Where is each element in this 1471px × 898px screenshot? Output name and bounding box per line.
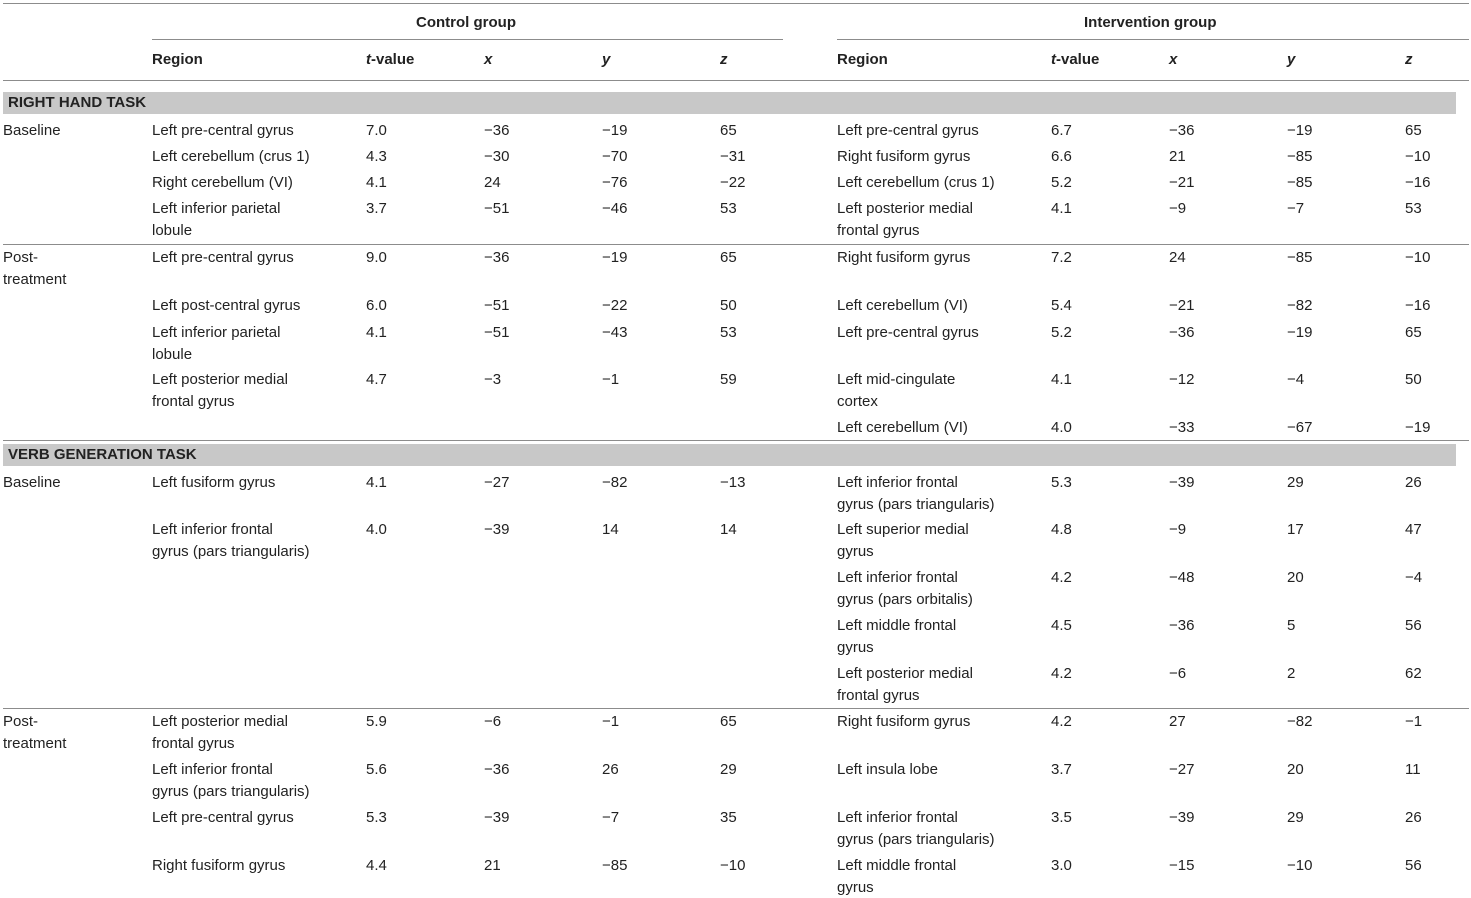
intervention-z: 65 bbox=[1405, 324, 1422, 341]
intervention-group-header: Intervention group bbox=[1084, 14, 1217, 31]
phase-label: treatment bbox=[3, 270, 67, 288]
control-z: 65 bbox=[720, 713, 737, 730]
phase-label: Baseline bbox=[3, 474, 61, 491]
section-band-verb-generation-task-title: VERB GENERATION TASK bbox=[8, 446, 197, 463]
intervention-region: Left insula lobe bbox=[837, 761, 938, 778]
control-z: 65 bbox=[720, 122, 737, 139]
intervention-x: −9 bbox=[1169, 200, 1187, 217]
control-t-value: 4.1 bbox=[366, 324, 387, 341]
intervention-x: 24 bbox=[1169, 249, 1186, 266]
intervention-region: gyrus bbox=[837, 878, 874, 896]
control-region: Left fusiform gyrus bbox=[152, 474, 276, 491]
intervention-t-value: 5.3 bbox=[1051, 474, 1072, 491]
intervention-x: −21 bbox=[1169, 297, 1195, 314]
intervention-z: 56 bbox=[1405, 617, 1422, 634]
intervention-y: −4 bbox=[1287, 371, 1305, 388]
intervention-z: −1 bbox=[1405, 713, 1423, 730]
control-x: −3 bbox=[484, 371, 502, 388]
intervention-region: Right fusiform gyrus bbox=[837, 249, 971, 266]
intervention-x: −6 bbox=[1169, 665, 1187, 682]
control-group-rule bbox=[152, 39, 783, 40]
control-t-value: 4.0 bbox=[366, 521, 387, 538]
control-z: −31 bbox=[720, 148, 746, 165]
intervention-region: Left posterior medial bbox=[837, 665, 973, 682]
intervention-x: −27 bbox=[1169, 761, 1195, 778]
control-x: −36 bbox=[484, 249, 510, 266]
phase-rule bbox=[3, 708, 1469, 709]
control-x: 24 bbox=[484, 174, 501, 191]
intervention-t-value: 5.2 bbox=[1051, 174, 1072, 191]
intervention-y: −82 bbox=[1287, 713, 1313, 730]
intervention-z: −19 bbox=[1405, 419, 1431, 436]
intervention-y: −10 bbox=[1287, 857, 1313, 874]
section-rule bbox=[3, 440, 1469, 441]
control-y: 14 bbox=[602, 521, 619, 538]
control-y: 26 bbox=[602, 761, 619, 778]
control-region: lobule bbox=[152, 345, 193, 363]
control-t-value-header bbox=[366, 49, 414, 71]
intervention-region: Left cerebellum (VI) bbox=[837, 419, 968, 436]
control-region: frontal gyrus bbox=[152, 392, 235, 410]
section-band-right-hand-task-title: RIGHT HAND TASK bbox=[8, 94, 147, 111]
control-z: −10 bbox=[720, 857, 746, 874]
intervention-t-value: 4.2 bbox=[1051, 665, 1072, 682]
control-region: gyrus (pars triangularis) bbox=[152, 542, 310, 560]
intervention-region: gyrus (pars triangularis) bbox=[837, 830, 995, 848]
intervention-x: 21 bbox=[1169, 148, 1186, 165]
intervention-t-value: 3.7 bbox=[1051, 761, 1072, 778]
control-region: Left posterior medial bbox=[152, 713, 288, 730]
intervention-t-value: 7.2 bbox=[1051, 249, 1072, 266]
control-z: 35 bbox=[720, 809, 737, 826]
intervention-t-value: 4.5 bbox=[1051, 617, 1072, 634]
control-t-value: 3.7 bbox=[366, 200, 387, 217]
intervention-region: Left pre-central gyrus bbox=[837, 324, 979, 341]
section-band-right-hand-task bbox=[3, 92, 1456, 114]
intervention-x: −36 bbox=[1169, 122, 1195, 139]
control-y: −70 bbox=[602, 148, 628, 165]
control-x: −51 bbox=[484, 324, 510, 341]
intervention-z-header: z bbox=[1405, 51, 1413, 68]
control-z: 50 bbox=[720, 297, 737, 314]
intervention-y: 5 bbox=[1287, 617, 1296, 634]
intervention-z: −10 bbox=[1405, 148, 1431, 165]
control-region: Left pre-central gyrus bbox=[152, 809, 294, 826]
intervention-x: −36 bbox=[1169, 324, 1195, 341]
intervention-t-letter: t bbox=[1051, 51, 1056, 68]
control-y: −19 bbox=[602, 249, 628, 266]
header-rule bbox=[3, 80, 1469, 81]
control-x: −39 bbox=[484, 521, 510, 538]
intervention-t-value: 4.0 bbox=[1051, 419, 1072, 436]
intervention-z: 50 bbox=[1405, 371, 1422, 388]
intervention-region: Left mid-cingulate bbox=[837, 371, 956, 388]
intervention-y: −7 bbox=[1287, 200, 1305, 217]
control-t-value: 5.9 bbox=[366, 713, 387, 730]
control-t-value: 5.3 bbox=[366, 809, 387, 826]
control-z: 29 bbox=[720, 761, 737, 778]
intervention-t-value: 4.2 bbox=[1051, 713, 1072, 730]
intervention-x: −39 bbox=[1169, 809, 1195, 826]
control-region: Left pre-central gyrus bbox=[152, 122, 294, 139]
intervention-region: gyrus (pars triangularis) bbox=[837, 495, 995, 513]
control-region: Left inferior parietal bbox=[152, 324, 281, 341]
intervention-t-value: 3.0 bbox=[1051, 857, 1072, 874]
intervention-t-value: 3.5 bbox=[1051, 809, 1072, 826]
control-t-value: 4.4 bbox=[366, 857, 387, 874]
control-region: Right fusiform gyrus bbox=[152, 857, 286, 874]
intervention-region: Left superior medial bbox=[837, 521, 969, 538]
control-y-header: y bbox=[602, 51, 611, 68]
intervention-z: 65 bbox=[1405, 122, 1422, 139]
control-x-header: x bbox=[484, 51, 493, 68]
intervention-t-value: 5.4 bbox=[1051, 297, 1072, 314]
intervention-region: cortex bbox=[837, 392, 878, 410]
intervention-y: 29 bbox=[1287, 474, 1304, 491]
control-y: −7 bbox=[602, 809, 620, 826]
control-region: Right cerebellum (VI) bbox=[152, 174, 293, 191]
control-y: −22 bbox=[602, 297, 628, 314]
control-z: −22 bbox=[720, 174, 746, 191]
control-t-value: 6.0 bbox=[366, 297, 387, 314]
intervention-z: −16 bbox=[1405, 174, 1431, 191]
control-t-value: 9.0 bbox=[366, 249, 387, 266]
control-y: −19 bbox=[602, 122, 628, 139]
intervention-x: −15 bbox=[1169, 857, 1195, 874]
intervention-region: frontal gyrus bbox=[837, 686, 920, 704]
control-x: −39 bbox=[484, 809, 510, 826]
intervention-y: −19 bbox=[1287, 324, 1313, 341]
control-y: −1 bbox=[602, 371, 620, 388]
control-y: −43 bbox=[602, 324, 628, 341]
intervention-region: Left middle frontal bbox=[837, 857, 957, 874]
phase-label: Post- bbox=[3, 713, 39, 730]
control-region: Left post-central gyrus bbox=[152, 297, 301, 314]
control-region: Left inferior frontal bbox=[152, 761, 273, 778]
intervention-z: −10 bbox=[1405, 249, 1431, 266]
control-t-value: 4.3 bbox=[366, 148, 387, 165]
intervention-region: Left cerebellum (crus 1) bbox=[837, 174, 995, 191]
intervention-y: 20 bbox=[1287, 761, 1304, 778]
intervention-y: 20 bbox=[1287, 569, 1304, 586]
intervention-region: Left pre-central gyrus bbox=[837, 122, 979, 139]
phase-label: treatment bbox=[3, 734, 67, 752]
intervention-t-suffix: -value bbox=[1056, 51, 1100, 68]
intervention-region: Right fusiform gyrus bbox=[837, 713, 971, 730]
intervention-region: Left cerebellum (VI) bbox=[837, 297, 968, 314]
control-z-header: z bbox=[720, 51, 728, 68]
intervention-y: −85 bbox=[1287, 174, 1313, 191]
intervention-x: −48 bbox=[1169, 569, 1195, 586]
control-z: 53 bbox=[720, 200, 737, 217]
intervention-z: 62 bbox=[1405, 665, 1422, 682]
control-z: 14 bbox=[720, 521, 737, 538]
control-x: −36 bbox=[484, 122, 510, 139]
intervention-x: −33 bbox=[1169, 419, 1195, 436]
intervention-t-value-header bbox=[1051, 49, 1099, 71]
intervention-y: 29 bbox=[1287, 809, 1304, 826]
intervention-t-value: 6.7 bbox=[1051, 122, 1072, 139]
control-x: −6 bbox=[484, 713, 502, 730]
intervention-region: Left inferior frontal bbox=[837, 474, 958, 491]
phase-rule bbox=[3, 244, 1469, 245]
control-region: Left cerebellum (crus 1) bbox=[152, 148, 310, 165]
control-y: −85 bbox=[602, 857, 628, 874]
control-z: 59 bbox=[720, 371, 737, 388]
intervention-y: −67 bbox=[1287, 419, 1313, 436]
intervention-y: −19 bbox=[1287, 122, 1313, 139]
control-region: gyrus (pars triangularis) bbox=[152, 782, 310, 800]
intervention-z: 47 bbox=[1405, 521, 1422, 538]
control-region-header: Region bbox=[152, 51, 203, 68]
intervention-x: −21 bbox=[1169, 174, 1195, 191]
control-x: −51 bbox=[484, 297, 510, 314]
intervention-z: −4 bbox=[1405, 569, 1423, 586]
control-z: 65 bbox=[720, 249, 737, 266]
intervention-t-value: 5.2 bbox=[1051, 324, 1072, 341]
intervention-x: −36 bbox=[1169, 617, 1195, 634]
intervention-region-header: Region bbox=[837, 51, 888, 68]
intervention-t-value: 4.1 bbox=[1051, 200, 1072, 217]
control-group-header: Control group bbox=[416, 14, 516, 31]
control-t-value: 4.1 bbox=[366, 474, 387, 491]
intervention-x: 27 bbox=[1169, 713, 1186, 730]
control-x: −51 bbox=[484, 200, 510, 217]
intervention-z: 26 bbox=[1405, 474, 1422, 491]
intervention-region: gyrus bbox=[837, 638, 874, 656]
phase-label: Baseline bbox=[3, 122, 61, 139]
intervention-x-header: x bbox=[1169, 51, 1178, 68]
intervention-z: 26 bbox=[1405, 809, 1422, 826]
top-rule bbox=[3, 3, 1469, 4]
control-t-value: 4.7 bbox=[366, 371, 387, 388]
intervention-region: gyrus (pars orbitalis) bbox=[837, 590, 973, 608]
control-z: −13 bbox=[720, 474, 746, 491]
control-y: −76 bbox=[602, 174, 628, 191]
intervention-x: −39 bbox=[1169, 474, 1195, 491]
intervention-region: Left posterior medial bbox=[837, 200, 973, 217]
intervention-y: 2 bbox=[1287, 665, 1296, 682]
control-region: Left pre-central gyrus bbox=[152, 249, 294, 266]
control-x: 21 bbox=[484, 857, 501, 874]
control-x: −30 bbox=[484, 148, 510, 165]
control-y: −1 bbox=[602, 713, 620, 730]
phase-label: Post- bbox=[3, 249, 39, 266]
intervention-t-value: 4.2 bbox=[1051, 569, 1072, 586]
intervention-x: −9 bbox=[1169, 521, 1187, 538]
intervention-y-header: y bbox=[1287, 51, 1296, 68]
intervention-region: Left inferior frontal bbox=[837, 569, 958, 586]
intervention-region: Left middle frontal bbox=[837, 617, 957, 634]
control-z: 53 bbox=[720, 324, 737, 341]
control-region: frontal gyrus bbox=[152, 734, 235, 752]
control-t-suffix: -value bbox=[371, 51, 415, 68]
intervention-y: −85 bbox=[1287, 148, 1313, 165]
control-region: Left inferior parietal bbox=[152, 200, 281, 217]
control-t-value: 7.0 bbox=[366, 122, 387, 139]
control-t-value: 4.1 bbox=[366, 174, 387, 191]
intervention-z: 56 bbox=[1405, 857, 1422, 874]
intervention-z: 53 bbox=[1405, 200, 1422, 217]
control-t-value: 5.6 bbox=[366, 761, 387, 778]
intervention-region: Right fusiform gyrus bbox=[837, 148, 971, 165]
intervention-z: 11 bbox=[1405, 761, 1421, 778]
section-band-verb-generation-task bbox=[3, 444, 1456, 466]
control-x: −36 bbox=[484, 761, 510, 778]
intervention-t-value: 4.1 bbox=[1051, 371, 1072, 388]
control-region: lobule bbox=[152, 221, 193, 239]
intervention-z: −16 bbox=[1405, 297, 1431, 314]
intervention-t-value: 4.8 bbox=[1051, 521, 1072, 538]
control-x: −27 bbox=[484, 474, 510, 491]
control-region: Left posterior medial bbox=[152, 371, 288, 388]
intervention-x: −12 bbox=[1169, 371, 1195, 388]
intervention-y: 17 bbox=[1287, 521, 1304, 538]
intervention-region: frontal gyrus bbox=[837, 221, 920, 239]
intervention-group-rule bbox=[837, 39, 1469, 40]
control-y: −46 bbox=[602, 200, 628, 217]
intervention-region: Left inferior frontal bbox=[837, 809, 958, 826]
control-y: −82 bbox=[602, 474, 628, 491]
intervention-y: −82 bbox=[1287, 297, 1313, 314]
intervention-t-value: 6.6 bbox=[1051, 148, 1072, 165]
control-region: Left inferior frontal bbox=[152, 521, 273, 538]
intervention-y: −85 bbox=[1287, 249, 1313, 266]
control-t-letter: t bbox=[366, 51, 371, 68]
intervention-region: gyrus bbox=[837, 542, 874, 560]
